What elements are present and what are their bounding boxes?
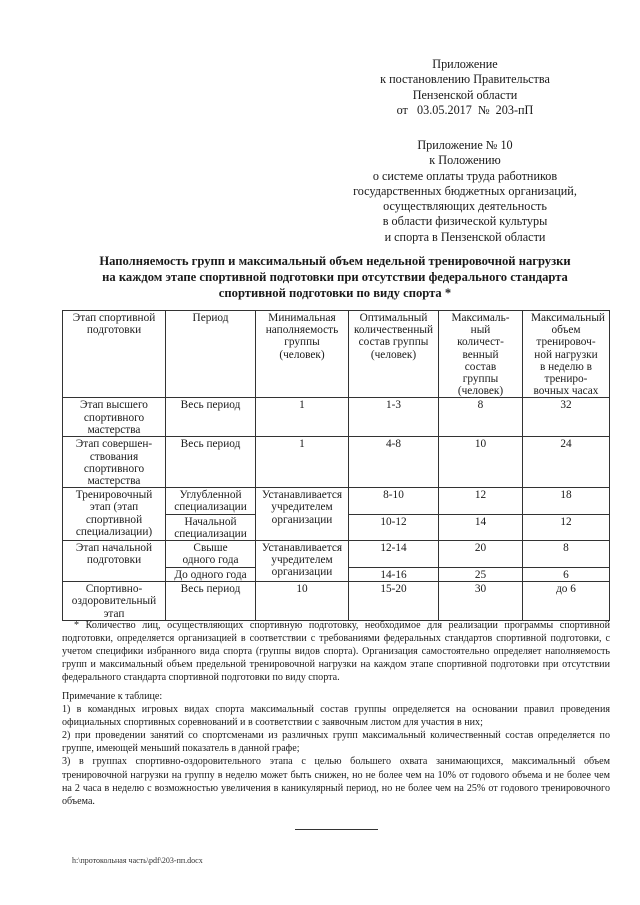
cell-period: До одного года: [166, 568, 256, 582]
cell-stage: Тренировочный этап (этап спортивной специализации): [63, 488, 166, 541]
cell-min: 1: [256, 398, 349, 437]
header-line: Пензенской области: [412, 87, 518, 102]
header-line: к Положению: [429, 153, 501, 168]
col-header-stage: Этап спортивной подготовки: [63, 311, 166, 398]
cell-stage: Этап совершен-ствования спортивного мастерства: [63, 437, 166, 488]
table-row: [63, 582, 610, 621]
cell-opt: 12-14: [349, 541, 439, 568]
cell-max: 10: [439, 437, 523, 488]
col-header-min-size: Минимальная наполняемость группы (человек): [256, 311, 349, 398]
cell-load: до 6: [523, 582, 610, 621]
cell-stage: Спортивно-оздоровительный этап: [63, 582, 166, 621]
cell-period: Весь период: [166, 398, 256, 437]
cell-load: 8: [523, 541, 610, 568]
note-item: 2) при проведении занятий со спортсменами из различных групп максимальный количественный состав определяется по группе, имеющей меньший показатель в данной графе;: [62, 730, 610, 755]
header-line: от 03.05.2017 № 203-пП: [396, 102, 534, 117]
appendix-reference: [330, 138, 600, 245]
cell-stage: Этап начальной подготовки: [63, 541, 166, 582]
title-line: на каждом этапе спортивной подготовки при отсутствии федерального стандарта: [102, 270, 568, 284]
training-load-table: [62, 310, 610, 621]
header-line: Приложение № 10: [417, 138, 513, 152]
table-notes: [62, 690, 610, 808]
cell-load: 24: [523, 437, 610, 488]
cell-min: Устанавливается учредителем организации: [256, 488, 349, 541]
table-row: [63, 398, 610, 437]
cell-period: Весь период: [166, 582, 256, 621]
note-item: 3) в группах спортивно-оздоровительного этапа с целью большего охвата занимающихся, максимальный объем тренировочной нагрузки на группу в неделю может быть снижен, но не более чем на 10% от годового объема и не более чем на 2 часа в неделю с возможностью увеличения в каникулярный период, но не более чем на 25% от годового тренировочного объема.: [62, 756, 610, 807]
note-item: 1) в командных игровых видах спорта максимальный состав группы определяется на основании правил проведения официальных спортивных соревнований и в соответствии с заявочным листом для участия в них;: [62, 704, 610, 729]
cell-stage: Этап высшего спортивного мастерства: [63, 398, 166, 437]
title-line: спортивной подготовки по виду спорта *: [218, 286, 452, 300]
cell-period: Углубленной специализации: [166, 488, 256, 514]
cell-period: Свыше одного года: [166, 541, 256, 568]
resolution-reference: [330, 57, 600, 118]
footnote: [62, 619, 610, 684]
cell-max: 12: [439, 488, 523, 514]
cell-max: 30: [439, 582, 523, 621]
col-header-period: Период: [166, 311, 256, 398]
header-line: осуществляющих деятельность: [383, 199, 547, 214]
header-line: Приложение: [432, 57, 498, 71]
cell-min: 1: [256, 437, 349, 488]
header-line: государственных бюджетных организаций,: [353, 183, 577, 198]
cell-max: 20: [439, 541, 523, 568]
closing-divider: [295, 829, 378, 830]
cell-opt: 1-3: [349, 398, 439, 437]
cell-opt: 14-16: [349, 568, 439, 582]
cell-load: 32: [523, 398, 610, 437]
cell-max: 8: [439, 398, 523, 437]
header-line: к постановлению Правительства: [380, 72, 550, 87]
table-header-row: [63, 311, 610, 398]
table-row: [63, 541, 610, 568]
cell-opt: 10-12: [349, 514, 439, 540]
cell-max: 14: [439, 514, 523, 540]
cell-max: 25: [439, 568, 523, 582]
header-line: и спорта в Пензенской области: [384, 229, 546, 244]
cell-opt: 4-8: [349, 437, 439, 488]
header-line: в области физической культуры: [382, 214, 548, 229]
footnote-text: * Количество лиц, осуществляющих спортивную подготовку, необходимое для реализации программы спортивной подготовки, определяется организацией в соответствии с требованиями федеральных стандартов спортивной подготовки, с учетом специфики избранного вида спорта (группы видов спорта). Организация самостоятельно определяет наполняемость групп и максимальный объем предельной тренировочной нагрузки на каждом этапе спортивной подготовки при отсутствии федерального стандарта спортивной подготовки по виду спорта.: [62, 620, 610, 684]
title-line: Наполняемость групп и максимальный объем недельной тренировочной нагрузки: [99, 254, 571, 268]
cell-opt: 8-10: [349, 488, 439, 514]
document-title: [60, 253, 610, 301]
cell-load: 6: [523, 568, 610, 582]
cell-min: 10: [256, 582, 349, 621]
cell-period: Весь период: [166, 437, 256, 488]
table-row: [63, 437, 610, 488]
cell-load: 18: [523, 488, 610, 514]
cell-min: Устанавливается учредителем организации: [256, 541, 349, 582]
table-row: [63, 488, 610, 514]
cell-opt: 15-20: [349, 582, 439, 621]
notes-heading: Примечание к таблице:: [62, 691, 163, 702]
file-path: h:\протокольная часть\pdf\203-пп.docx: [72, 856, 203, 865]
cell-period: Начальной специализации: [166, 514, 256, 540]
col-header-max-size: Максималь-ный количест-венный состав группы (человек): [439, 311, 523, 398]
col-header-max-load: Максимальный объем тренировоч-ной нагрузки в неделю в трениро-вочных часах: [523, 311, 610, 398]
col-header-optimal-size: Оптимальный количественный состав группы (человек): [349, 311, 439, 398]
cell-load: 12: [523, 514, 610, 540]
header-line: о системе оплаты труда работников: [372, 168, 558, 183]
